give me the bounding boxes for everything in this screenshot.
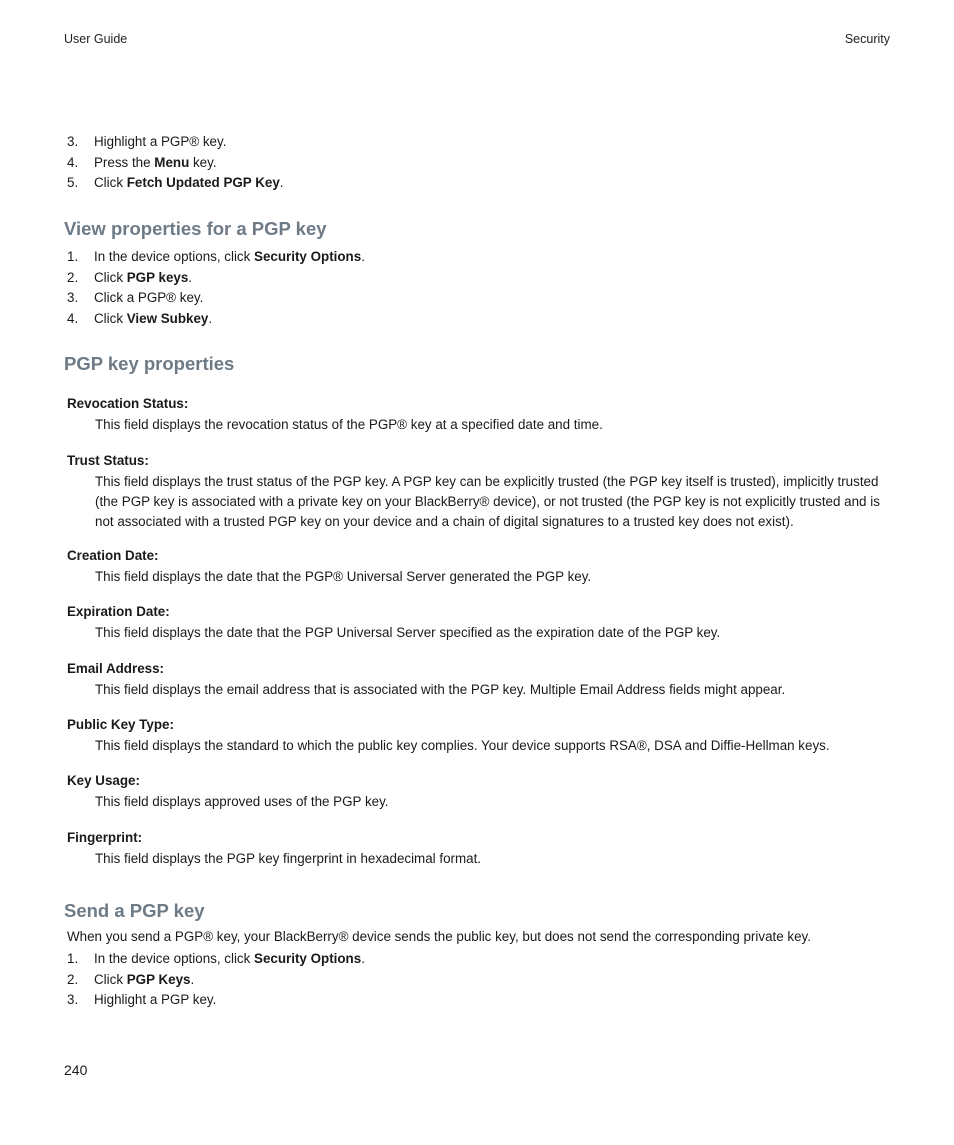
- definition-key-usage: This field displays approved uses of the PGP key.: [95, 794, 389, 809]
- page-number: 240: [64, 1062, 88, 1078]
- running-header-right: Security: [844, 32, 890, 46]
- view-properties-steps: [67, 247, 365, 329]
- send-key-steps: [67, 949, 365, 1011]
- definition-fingerprint: This field displays the PGP key fingerprint in hexadecimal format.: [95, 851, 482, 866]
- list-item: 1. In the device options, click Security Options.: [67, 249, 365, 264]
- list-item: 3. Highlight a PGP key.: [67, 992, 217, 1008]
- list-item: 4. Click View Subkey.: [67, 310, 213, 326]
- term-key-usage: Key Usage:: [67, 773, 140, 788]
- send-key-intro: When you send a PGP® key, your BlackBerry® device sends the public key, but does not send the corresponding private key.: [67, 929, 811, 944]
- list-item: 3. Click a PGP® key.: [67, 290, 204, 306]
- list-item: 4. Press the Menu key.: [67, 154, 217, 170]
- term-email-address: Email Address:: [67, 661, 164, 676]
- section-heading-send-key: Send a PGP key: [64, 900, 205, 921]
- term-expiration-date: Expiration Date:: [67, 604, 170, 619]
- definition-email-address: This field displays the email address that is associated with the PGP key. Multiple Email Address fields might appear.: [95, 682, 786, 697]
- term-fingerprint: Fingerprint:: [67, 830, 143, 845]
- running-header-left: User Guide: [64, 32, 128, 46]
- section-heading-key-properties: PGP key properties: [64, 353, 235, 374]
- term-creation-date: Creation Date:: [67, 548, 159, 563]
- definition-revocation-status: This field displays the revocation status of the PGP® key at a specified date and time.: [95, 417, 603, 432]
- term-trust-status: Trust Status:: [67, 453, 149, 468]
- list-item: 2. Click PGP Keys.: [67, 971, 195, 987]
- definition-trust-status-line: not associated with a trusted PGP key on your device and a chain of digital signatures to a trusted key does not exist).: [95, 514, 794, 529]
- definition-expiration-date: This field displays the date that the PGP Universal Server specified as the expiration date of the PGP key.: [95, 625, 721, 640]
- definition-creation-date: This field displays the date that the PGP® Universal Server generated the PGP key.: [95, 569, 592, 584]
- term-public-key-type: Public Key Type:: [67, 717, 174, 732]
- list-item: 2. Click PGP keys.: [67, 269, 193, 285]
- section-heading-view-properties: View properties for a PGP key: [64, 218, 327, 239]
- definition-public-key-type: This field displays the standard to which the public key complies. Your device supports RSA®, DSA and Diffie-Hellman keys.: [95, 738, 830, 753]
- definition-trust-status-line: This field displays the trust status of the PGP key. A PGP key can be explicitly trusted (the PGP key itself is trusted), implicitly trusted: [95, 474, 879, 489]
- list-item: 3. Highlight a PGP® key.: [67, 134, 227, 149]
- list-item: 1. In the device options, click Security Options.: [67, 951, 365, 966]
- continued-steps-list: [67, 132, 284, 194]
- term-revocation-status: Revocation Status:: [67, 396, 189, 411]
- list-item: 5. Click Fetch Updated PGP Key.: [67, 175, 284, 191]
- definition-trust-status-line: (the PGP key is associated with a private key on your BlackBerry® device), or not trusted (the PGP key is not explicitly trusted and is: [95, 494, 880, 509]
